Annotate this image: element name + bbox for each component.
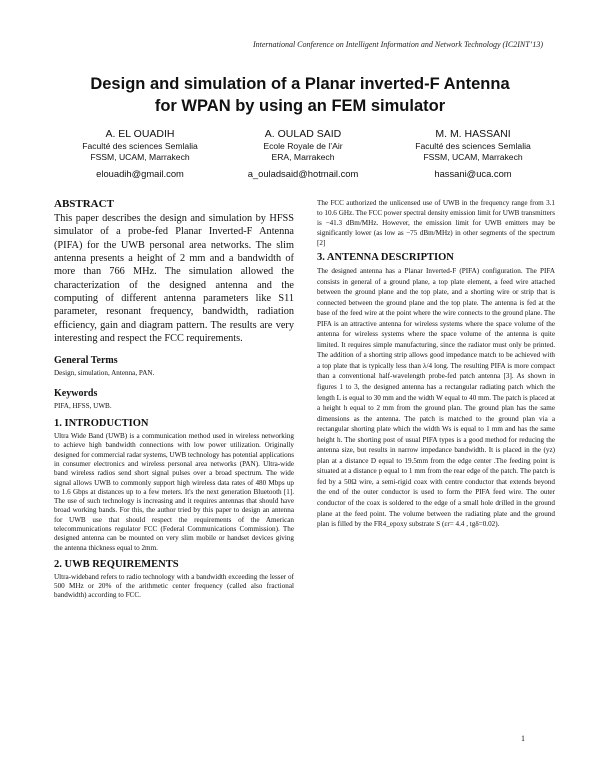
title-line-1: Design and simulation of a Planar inverted-F Antenna xyxy=(90,75,510,93)
uwb-requirements-text: Ultra-wideband refers to radio technology with a bandwidth exceeding the lesser of 500 MHz or 20% of the arithmetic center frequency (called also fractional bandwidth) according to FCC. xyxy=(54,572,294,600)
title-line-2: for WPAN by using an FEM simulator xyxy=(154,97,446,115)
left-column xyxy=(54,198,294,601)
author-affiliation: FSSM, UCAM, Marrakech xyxy=(423,152,523,162)
author-block xyxy=(40,128,560,186)
keywords-text: PIFA, HFSS, UWB. xyxy=(54,401,112,410)
antenna-description-heading: 3. ANTENNA DESCRIPTION xyxy=(317,252,454,263)
abstract-heading: ABSTRACT xyxy=(54,198,114,210)
page-number: 1 xyxy=(521,734,525,743)
right-column xyxy=(317,198,555,530)
author-3 xyxy=(373,128,573,180)
introduction-text: Ultra Wide Band (UWB) is a communication method used in wireless networking to achieve high bandwidth connections with low power utilization. Originally designed for commercial radar systems, UWB technology has potential applications in consumer electronics and wireless personal area networks (PAN). Ultra-wide band wireless radios send short signal pulses over a broad spectrum. The wide signal allows UWB to commonly support high wireless data rates of 480 Mbps up to 1.6 Gbps at distances up to a few meters. It's the next generation Bluetooth [1]. The use of such technology is increasing and it requires antennas that should have broad working bands. For this, the author tried by this paper to design an antenna for UWB use that should respect the requirements of the American telecommunications regulator FCC (Federal Communications Commission). The designed antenna can be mounted on very slim mobile or handset devices giving the antenna thickness equal to 2mm. xyxy=(54,432,294,552)
author-affiliation: Ecole Royale de l’Air xyxy=(263,141,343,151)
conference-header: International Conference on Intelligent Information and Network Technology (IC2INT’13) xyxy=(252,40,543,49)
author-email: elouadih@gmail.com xyxy=(96,168,184,179)
fcc-paragraph: The FCC authorized the unlicensed use of UWB in the frequency range from 3.1 to 10.6 GHz. The FCC power spectral density emission limit for UWB transmitters is −41.3 dBm/MHz. However, the emission limit for UWB emitters may be significantly lower (as low as −75 dBm/MHz) in other segments of the spectrum [2] xyxy=(317,199,555,247)
general-terms-text: Design, simulation, Antenna, PAN. xyxy=(54,369,155,378)
abstract-text: This paper describes the design and simulation by HFSS simulator of a probe-fed Planar Inverted-F Antenna (PIFA) for the UWB personal area networks. The slim antenna presents a height of 2 mm and a bandwidth of more than 766 MHz. The simulation allowed the characterization of the designed antenna and the computing of different antenna parameters like S11 parameter, resonant frequency, bandwidth, radiation efficiency, gain and diagram pattern. The results are very interesting and respect the FCC requirements. xyxy=(54,213,294,345)
author-affiliation: Faculté des sciences Semlalia xyxy=(82,141,198,151)
introduction-heading: 1. INTRODUCTION xyxy=(54,418,149,430)
keywords-heading: Keywords xyxy=(54,387,98,399)
general-terms-heading: General Terms xyxy=(54,355,118,367)
antenna-description-text: The designed antenna has a Planar Inverted-F (PIFA) configuration. The PIFA consists in general of a ground plane, a top plate element, a feed wire attached between the ground plane and the top plate, and a shorting wire or strip that is connected between the ground plane and the top plate. The antenna is fed at the base of the feed wire at the point where the wire connects to the ground plane. The PIFA is an attractive antenna for wireless systems where the space volume of the antenna for wireless systems where the space volume of the antenna is quite limited. It requires simple manufacturing, since the radiator must only be printed. The addition of a shorting strip allows good impedance match to be achieved with a top plate that is typically less than λ/4 long. The resulting PIFA is more compact than a conventional half-wavelength probe-fed patch antenna [3]. As shown in figures 1 to 3, the designed antenna has a rectangular radiating patch which the length L is equal to 30 mm and the width W equal to 40 mm. The patch is placed at a height h equal to 2 mm from the ground plan. The ground plan has the same dimensions as the antenna. The patch is matched to the ground plan via a rectangular shorting plate which the width Ws is equal to 1 mm and has the same height h. The shorting post of usual PIFA types is a good method for reducing the antenna size, but results in narrow impedance bandwidth. It is placed in the (yz) plan at a distance D equal to 19.5mm from the edge center .The feeding point is situated at a distance p equal to 1 mm from the rear edge of the patch. The patch is fed by a 50Ω wire, a semi-rigid coax with centre conductor that extends beyond the end of the outer conductor is used to form the PIFA feed wire. The outer conductor of the coax is soldered to the edge of a small hole drilled in the ground plane at the feed point. The volume between the radiating plate and the ground plan is filled by the FR4_epoxy substrate S (εr= 4.4 , tgδ=0.02). xyxy=(317,267,555,529)
author-email: hassani@uca.com xyxy=(434,168,512,179)
uwb-requirements-heading: 2. UWB REQUIREMENTS xyxy=(54,558,179,570)
author-name: A. OULAD SAID xyxy=(264,128,342,140)
author-name: M. M. HASSANI xyxy=(435,128,511,140)
author-affiliation: ERA, Marrakech xyxy=(271,152,335,162)
author-affiliation: Faculté des sciences Semlalia xyxy=(415,141,531,151)
paper-title xyxy=(40,73,560,117)
author-email: a_ouladsaid@hotmail.com xyxy=(247,168,359,179)
author-name: A. EL OUADIH xyxy=(105,128,175,140)
author-affiliation: FSSM, UCAM, Marrakech xyxy=(90,152,190,162)
